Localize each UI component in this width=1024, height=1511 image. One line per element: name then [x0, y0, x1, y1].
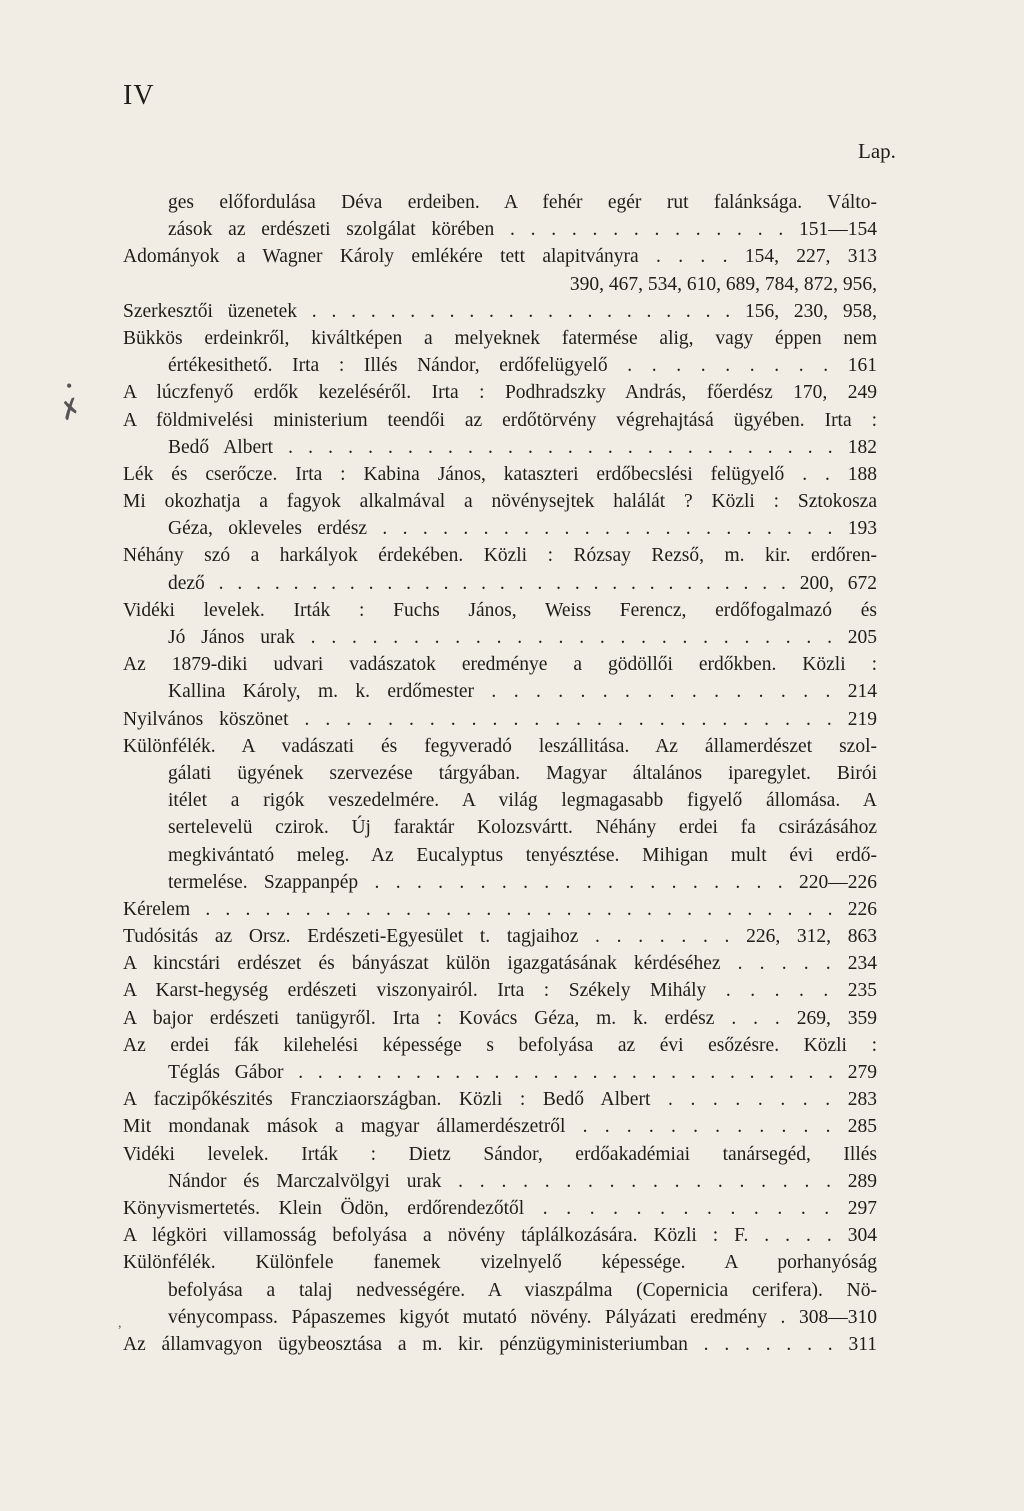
toc-line: A földmivelési ministerium teendői az erdőtörvény végrehajtásá ügyében. Irta :	[123, 409, 877, 431]
toc-line: Az 1879-diki udvari vadászatok eredménye a gödöllői erdőkben. Közli :	[123, 654, 877, 676]
toc-line: értékesithető. Irta : Illés Nándor, erdőfelügyelő . . . . . . . . . 161	[168, 355, 877, 377]
toc-line: Szerkesztői üzenetek . . . . . . . . . . . . . . . . . . . . . . 156, 230, 958,	[123, 300, 877, 322]
toc-line: sertelevelü czirok. Új faraktár Kolozsvártt. Néhány erdei fa csirázásához	[168, 817, 877, 839]
toc-line: Tudósitás az Orsz. Erdészeti-Egyesület t. tagjaihoz . . . . . . . 226, 312, 863	[123, 926, 877, 948]
margin-mark: •	[66, 376, 73, 396]
toc-line: A Karst-hegység erdészeti viszonyairól. Irta : Székely Mihály . . . . . 235	[123, 980, 877, 1002]
toc-line: Nyilvános köszönet . . . . . . . . . . . . . . . . . . . . . . . . . . 219	[123, 708, 877, 730]
toc-line: vénycompass. Pápaszemes kigyót mutató növény. Pályázati eredmény . 308—310	[168, 1306, 877, 1328]
toc-line: itélet a rigók veszedelmére. A világ legmagasabb figyelő állomása. A	[168, 790, 877, 812]
toc-line: dező . . . . . . . . . . . . . . . . . . . . . . . . . . . . . . . 200, 672	[168, 572, 877, 594]
toc-line: A légköri villamosság befolyása a növény táplálkozására. Közli : F. . . . . 304	[123, 1225, 877, 1247]
toc-line: A faczipőkészités Francziaországban. Közli : Bedő Albert . . . . . . . . 283	[123, 1089, 877, 1111]
page-column-header: Lap.	[858, 139, 896, 163]
page-number: IV	[123, 80, 155, 111]
toc-line: Jó János urak . . . . . . . . . . . . . . . . . . . . . . . . . . 205	[168, 627, 877, 648]
table-of-contents	[123, 189, 877, 1358]
toc-line: Az erdei fák kilehelési képessége s befolyása az évi esőzésre. Közli :	[123, 1034, 877, 1056]
toc-line: 390, 467, 534, 610, 689, 784, 872, 956,	[569, 273, 877, 295]
toc-line: Bedő Albert . . . . . . . . . . . . . . . . . . . . . . . . . . . . 182	[168, 436, 877, 458]
toc-line: gálati ügyének szervezése tárgyában. Magyar általános iparegylet. Birói	[168, 762, 877, 784]
toc-line: termelése. Szappanpép . . . . . . . . . . . . . . . . . . . . 220—226	[168, 871, 877, 893]
toc-line: Vidéki levelek. Irták : Fuchs János, Weiss Ferencz, erdőfogalmazó és	[123, 599, 877, 621]
toc-line: A kincstári erdészet és bányászat külön igazgatásának kérdéséhez . . . . . 234	[123, 953, 877, 975]
toc-line: Kérelem . . . . . . . . . . . . . . . . . . . . . . . . . . . . . . . . 226	[123, 898, 877, 920]
toc-line: Mi okozhatja a fagyok alkalmával a növénysejtek halálát ? Közli : Sztokosza	[123, 491, 877, 513]
toc-line: Téglás Gábor . . . . . . . . . . . . . . . . . . . . . . . . . . . . 279	[168, 1062, 877, 1083]
toc-line: Kallina Károly, m. k. erdőmester . . . . . . . . . . . . . . . . 214	[168, 681, 877, 703]
toc-line: Géza, okleveles erdész . . . . . . . . . . . . . . . . . . . . . . . 193	[168, 518, 877, 540]
toc-line: zások az erdészeti szolgálat körében . . . . . . . . . . . . . . 151—154	[168, 219, 877, 241]
toc-line: ges előfordulása Déva erdeiben. A fehér egér rut falánksága. Válto-	[168, 192, 877, 213]
toc-line: Néhány szó a harkályok érdekében. Közli : Rózsay Rezső, m. kir. erdőren-	[123, 545, 877, 567]
margin-mark: ,	[118, 1316, 122, 1331]
toc-line: Adományok a Wagner Károly emlékére tett alapitványra . . . . 154, 227, 313	[123, 246, 877, 268]
toc-line: Vidéki levelek. Irták : Dietz Sándor, erdőakadémiai tanársegéd, Illés	[123, 1143, 877, 1165]
toc-line: Lék és cserőcze. Irta : Kabina János, kataszteri erdőbecslési felügyelő . . 188	[123, 463, 877, 485]
toc-line: Az államvagyon ügybeosztása a m. kir. pénzügyministeriumban . . . . . . . 311	[123, 1333, 877, 1355]
toc-line: Mit mondanak mások a magyar államerdészetről . . . . . . . . . . . . 285	[123, 1116, 877, 1138]
toc-line: Bükkös erdeinkről, kiváltképen a melyeknek fatermése alig, vagy éppen nem	[123, 327, 877, 349]
toc-line: Különfélék. A vadászati és fegyveradó leszállitása. Az államerdészet szol-	[123, 735, 877, 757]
toc-line: Könyvismertetés. Klein Ödön, erdőrendezőtől . . . . . . . . . . . . . 297	[123, 1197, 877, 1219]
toc-line: A lúczfenyő erdők kezeléséről. Irta : Podhradszky András, főerdész 170, 249	[123, 382, 877, 404]
margin-annotation: ✗	[55, 392, 86, 427]
toc-line: Különfélék. Különfele fanemek vizelnyelő képessége. A porhanyóság	[123, 1252, 877, 1274]
toc-line: befolyása a talaj nedvességére. A viaszpálma (Copernicia cerifera). Nö-	[168, 1279, 877, 1301]
toc-line: A bajor erdészeti tanügyről. Irta : Kovács Géza, m. k. erdész . . . 269, 359	[123, 1007, 877, 1029]
toc-line: Nándor és Marczalvölgyi urak . . . . . . . . . . . . . . . . . . 289	[168, 1170, 877, 1192]
toc-line: megkivántató meleg. Az Eucalyptus tenyésztése. Mihigan mult évi erdő-	[168, 844, 877, 866]
